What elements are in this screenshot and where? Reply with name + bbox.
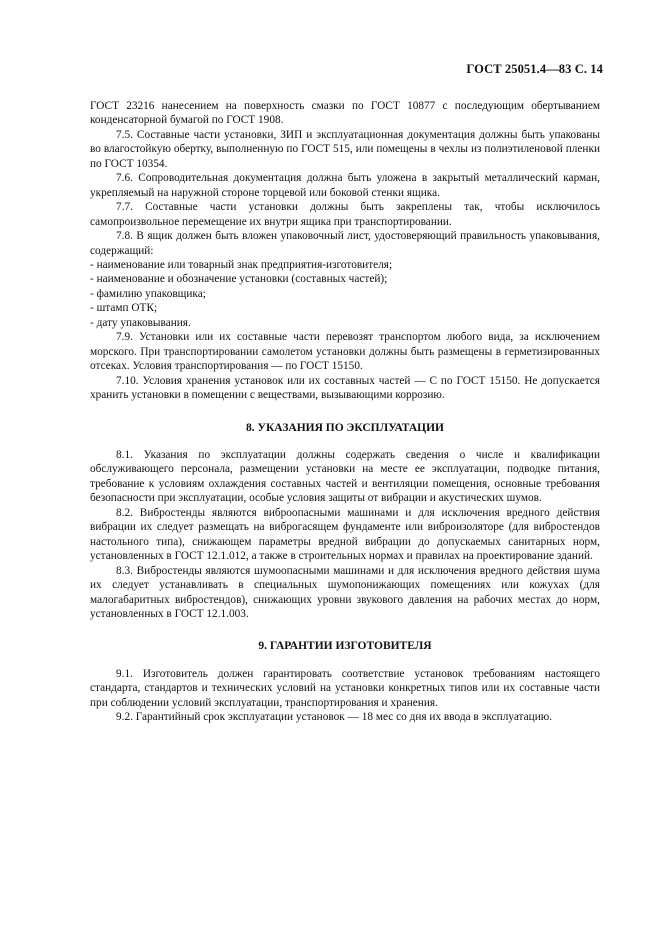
list-item: - наименование и обозначение установки (составных частей); (90, 272, 600, 286)
document-body (90, 99, 600, 725)
page-header: ГОСТ 25051.4—83 С. 14 (466, 62, 603, 76)
paragraph-9-2: 9.2. Гарантийный срок эксплуатации установок — 18 мес со дня их ввода в эксплуатацию. (116, 711, 553, 724)
paragraph-7-5: 7.5. Составные части установки, ЗИП и эксплуатационная документация должны быть упакованы во влагостойкую обертку, выполненную по ГОСТ 515, или помещены в чехлы из полиэтиленовой пленки по ГОСТ 10354. (90, 128, 600, 170)
paragraph-7-6: 7.6. Сопроводительная документация должна быть уложена в закрытый металлический карман, укрепляемый на наружной стороне торцевой или боковой стенки ящика. (90, 172, 600, 199)
list-item: - дату упаковывания. (90, 316, 600, 330)
paragraph-7-8: 7.8. В ящик должен быть вложен упаковочный лист, удостоверяющий правильность упаковывания, содержащий: (90, 230, 600, 257)
section-8-title: 8. УКАЗАНИЯ ПО ЭКСПЛУАТАЦИИ (246, 421, 444, 434)
list-item: - штамп ОТК; (90, 301, 600, 315)
packing-list (90, 258, 600, 330)
paragraph-7-10: 7.10. Условия хранения установок или их составных частей — С по ГОСТ 15150. Не допускается хранить установки в помещении с веществами, вызывающими коррозию. (90, 374, 600, 402)
list-item: - наименование или товарный знак предприятия-изготовителя; (90, 258, 600, 272)
paragraph-8-2: 8.2. Вибростенды являются виброопасными машинами и для исключения вредного действия вибрации их следует размещать на виброгасящем фундаменте или виброизоляторе (для вибростендов настольного типа), снижающем параметры вредной вибрации до допускаемых санитарных норм, установленных в ГОСТ 12.1.012, а также в строительных нормах и правилах на проектирование зданий. (90, 506, 600, 563)
section-9-title: 9. ГАРАНТИИ ИЗГОТОВИТЕЛЯ (258, 640, 432, 653)
paragraph-7-7: 7.7. Составные части установки должны быть закреплены так, чтобы исключилось самопроизвольное перемещение их внутри ящика при транспортировании. (90, 201, 600, 228)
paragraph-8-1: 8.1. Указания по эксплуатации должны содержать сведения о числе и квалификации обслуживающего персонала, размещении установки на месте ее эксплуатации, подводке питания, требование к условиям охлаждения составных частей и вентиляции помещения, основные требования безопасности при эксплуатации, особые условия защиты от вибрации и акустических шумов. (90, 448, 600, 505)
paragraph-continuation: ГОСТ 23216 нанесением на поверхность смазки по ГОСТ 10877 с последующим обертыванием конденсаторной бумагой по ГОСТ 1908. (90, 100, 600, 127)
paragraph-7-9: 7.9. Установки или их составные части перевозят транспортом любого вида, за исключением морского. При транспортировании самолетом установки должны быть размещены в герметизированных отсеках. Условия транспортирования — по ГОСТ 15150. (90, 331, 600, 373)
list-item: - фамилию упаковщика; (90, 287, 600, 301)
paragraph-8-3: 8.3. Вибростенды являются шумоопасными машинами и для исключения вредного действия шума их следует устанавливать в специальных шумопонижающих помещениях или кожухах (для малогабаритных вибростендов), снижающих уровни звукового давления на рабочих местах до норм, установленных в ГОСТ 12.1.003. (90, 564, 600, 620)
paragraph-9-1: 9.1. Изготовитель должен гарантировать соответствие установок требованиям настоящего стандарта, стандартов и технических условий на установки конкретных типов или их составные части при соблюдении условий эксплуатации, транспортирования и хранения. (90, 667, 600, 709)
